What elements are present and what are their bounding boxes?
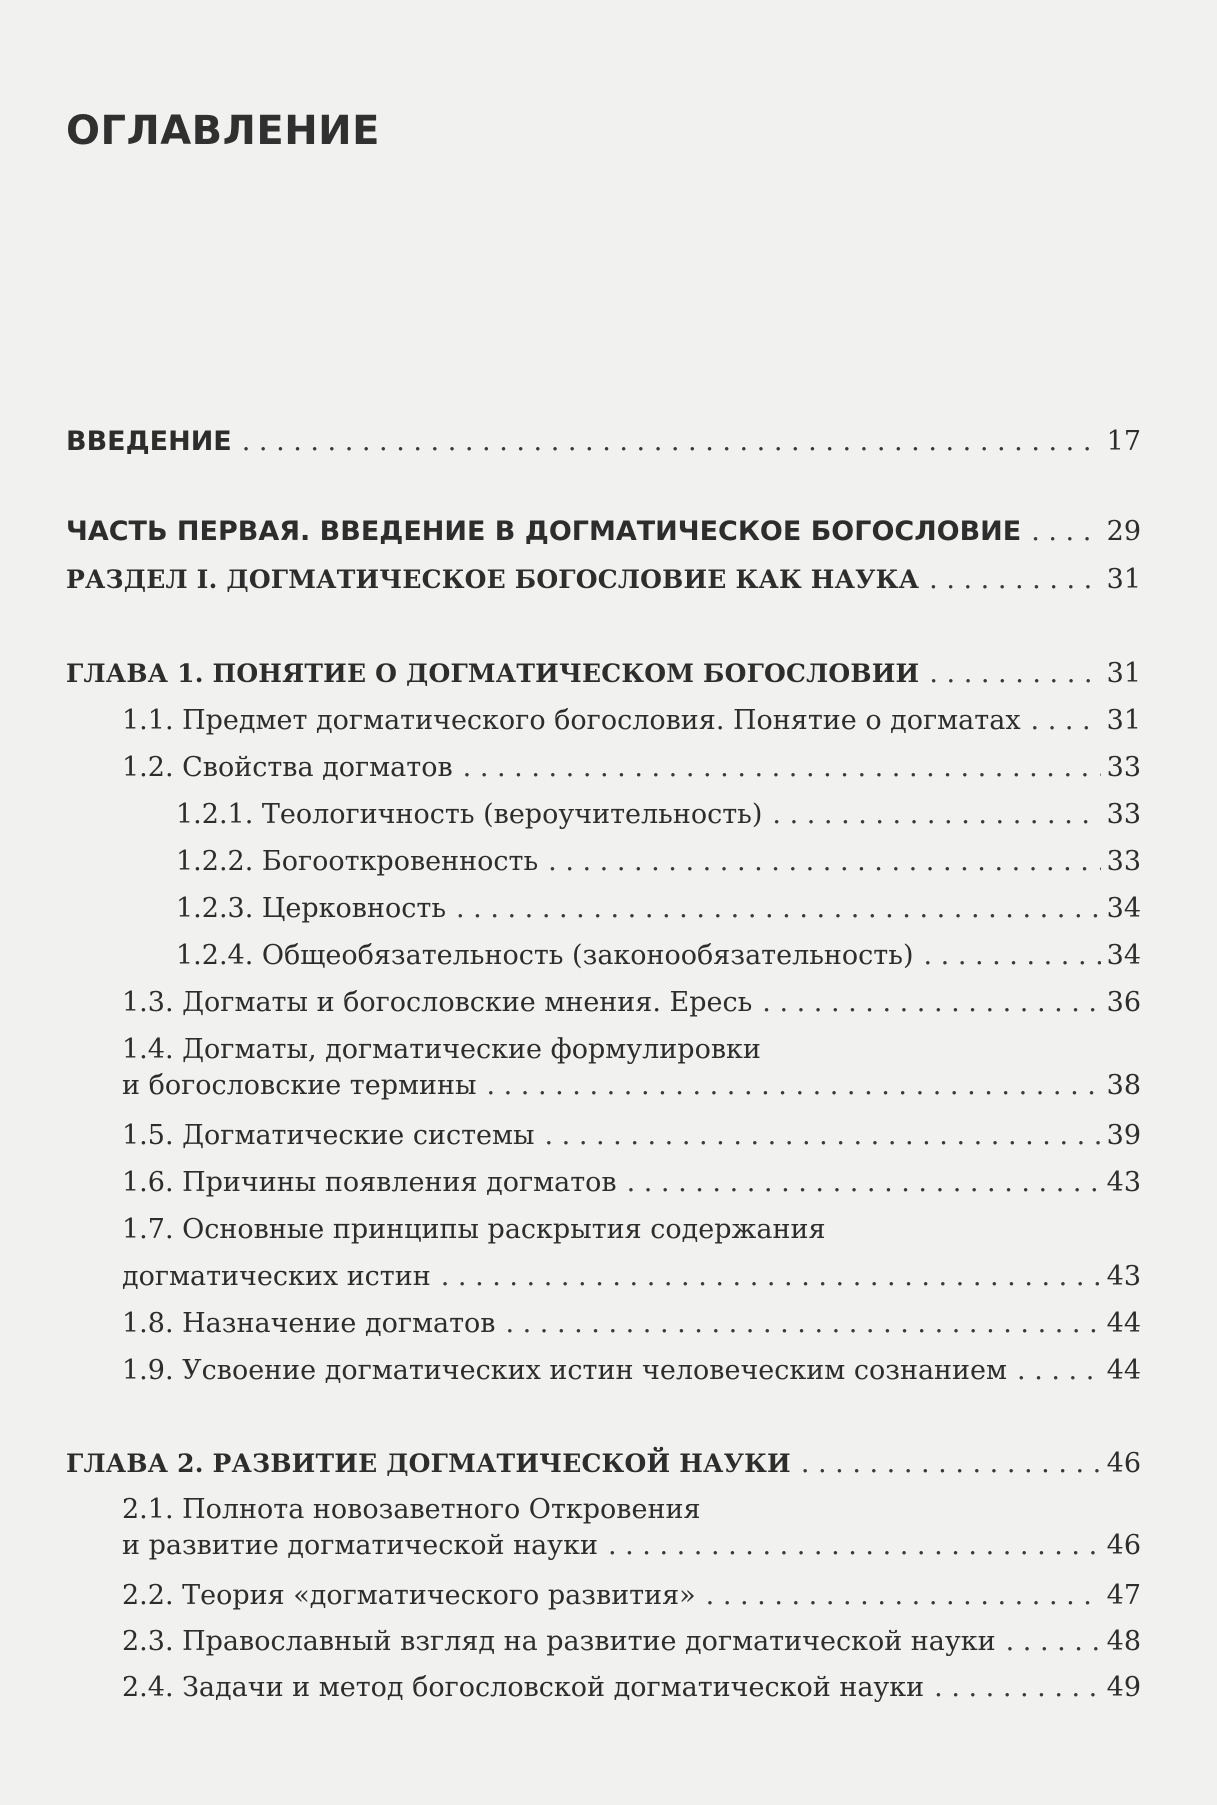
toc-entry-1-8[interactable] — [122, 1306, 1141, 1342]
toc-entry-1-4-line1: 1.4. Догматы, догматические формулировки — [122, 1034, 761, 1065]
toc-entry-page: 44 — [1106, 1355, 1141, 1386]
toc-entry-page: 17 — [1106, 426, 1141, 457]
toc-entry-page: 33 — [1106, 799, 1141, 830]
toc-entry-title: 1.2. Свойства догматов — [122, 752, 453, 783]
toc-entry-page: 33 — [1106, 752, 1141, 783]
toc-entry-page: 34 — [1106, 940, 1141, 971]
leader-dots — [545, 1118, 1101, 1154]
toc-entry-page: 46 — [1106, 1530, 1141, 1561]
toc-entry-1-4[interactable] — [122, 1068, 1141, 1104]
toc-entry-1-9[interactable] — [122, 1353, 1141, 1389]
toc-entry-intro[interactable] — [66, 424, 1141, 460]
toc-entry-page: 38 — [1106, 1070, 1141, 1101]
toc-entry-2-1[interactable] — [122, 1528, 1141, 1564]
toc-entry-page: 39 — [1106, 1120, 1141, 1151]
leader-dots — [505, 1306, 1100, 1342]
toc-entry-page: 31 — [1106, 564, 1141, 595]
toc-entry-page: 46 — [1106, 1448, 1141, 1479]
toc-entry-page: 47 — [1106, 1580, 1141, 1611]
toc-entry-title: РАЗДЕЛ I. ДОГМАТИЧЕСКОЕ БОГОСЛОВИЕ КАК НАУКА — [66, 565, 920, 594]
toc-entry-page: 43 — [1106, 1167, 1141, 1198]
toc-entry-page: 49 — [1106, 1672, 1141, 1703]
toc-entry-page: 48 — [1106, 1626, 1141, 1657]
toc-entry-1-1[interactable] — [122, 703, 1141, 739]
toc-entry-page: 34 — [1106, 893, 1141, 924]
toc-entry-part1[interactable] — [66, 514, 1141, 550]
toc-entry-1-3[interactable] — [122, 985, 1141, 1021]
leader-dots — [627, 1165, 1101, 1201]
toc-entry-page: 29 — [1106, 516, 1141, 547]
toc-entry-1-5[interactable] — [122, 1118, 1141, 1154]
leader-dots — [801, 1446, 1101, 1482]
toc-entry-title: ГЛАВА 1. ПОНЯТИЕ О ДОГМАТИЧЕСКОМ БОГОСЛОВИИ — [66, 659, 920, 688]
toc-entry-title: ГЛАВА 2. РАЗВИТИЕ ДОГМАТИЧЕСКОЙ НАУКИ — [66, 1449, 791, 1478]
toc-entry-2-4[interactable] — [122, 1670, 1141, 1706]
toc-entry-1-2-1[interactable] — [176, 797, 1141, 833]
page-title: ОГЛАВЛЕНИЕ — [66, 108, 380, 154]
toc-entry-1-7[interactable] — [122, 1259, 1141, 1295]
toc-entry-page: 43 — [1106, 1261, 1141, 1292]
leader-dots — [548, 844, 1100, 880]
toc-entry-title: 1.3. Догматы и богословские мнения. Ересь — [122, 987, 753, 1018]
leader-dots — [456, 891, 1101, 927]
leader-dots — [608, 1528, 1101, 1564]
leader-dots — [762, 985, 1100, 1021]
toc-entry-title: 2.4. Задачи и метод богословской догматической науки — [122, 1672, 925, 1703]
leader-dots — [772, 797, 1100, 833]
leader-dots — [1006, 1624, 1101, 1660]
leader-dots — [1031, 514, 1100, 550]
toc-entry-2-2[interactable] — [122, 1578, 1141, 1614]
toc-entry-page: 31 — [1106, 705, 1141, 736]
toc-entry-title: 1.2.2. Богооткровенность — [176, 846, 539, 877]
leader-dots — [441, 1259, 1101, 1295]
leader-dots — [463, 750, 1101, 786]
toc-entry-title: 1.1. Предмет догматического богословия. Понятие о догматах — [122, 705, 1021, 736]
toc-entry-title: 1.6. Причины появления догматов — [122, 1167, 617, 1198]
toc-entry-page: 36 — [1106, 987, 1141, 1018]
toc-entry-title: 1.8. Назначение догматов — [122, 1308, 496, 1339]
leader-dots — [929, 562, 1100, 598]
toc-entry-1-2-4[interactable] — [176, 938, 1141, 974]
toc-entry-page: 44 — [1106, 1308, 1141, 1339]
toc-entry-ch1[interactable] — [66, 656, 1141, 692]
leader-dots — [486, 1068, 1100, 1104]
toc-entry-1-2-2[interactable] — [176, 844, 1141, 880]
leader-dots — [929, 656, 1100, 692]
toc-entry-title: 1.5. Догматические системы — [122, 1120, 535, 1151]
leader-dots — [1017, 1353, 1101, 1389]
toc-entry-title: 1.2.4. Общеобязательность (законообязательность) — [176, 940, 914, 971]
toc-entry-2-1-line1: 2.1. Полнота новозаветного Откровения — [122, 1494, 701, 1525]
toc-entry-1-2[interactable] — [122, 750, 1141, 786]
leader-dots — [242, 424, 1101, 460]
leader-dots — [1031, 703, 1101, 739]
toc-entry-page: 31 — [1106, 658, 1141, 689]
toc-entry-title: 1.9. Усвоение догматических истин человеческим сознанием — [122, 1355, 1008, 1386]
toc-entry-section1[interactable] — [66, 562, 1141, 598]
leader-dots — [706, 1578, 1101, 1614]
toc-entry-title: и развитие догматической науки — [122, 1530, 598, 1561]
toc-entry-2-3[interactable] — [122, 1624, 1141, 1660]
toc-entry-title: и богословские термины — [122, 1070, 477, 1101]
toc-entry-1-6[interactable] — [122, 1165, 1141, 1201]
toc-entry-title: 1.2.1. Теологичность (вероучительность) — [176, 799, 763, 830]
toc-entry-title: 2.3. Православный взгляд на развитие догматической науки — [122, 1626, 996, 1657]
toc-entry-1-2-3[interactable] — [176, 891, 1141, 927]
toc-entry-ch2[interactable] — [66, 1446, 1141, 1482]
toc-entry-1-7-line1: 1.7. Основные принципы раскрытия содержания — [122, 1214, 826, 1245]
toc-entry-title: ЧАСТЬ ПЕРВАЯ. ВВЕДЕНИЕ В ДОГМАТИЧЕСКОЕ БОГОСЛОВИЕ — [66, 516, 1022, 547]
toc-entry-title: 2.2. Теория «догматического развития» — [122, 1580, 696, 1611]
leader-dots — [923, 938, 1100, 974]
toc-entry-title: 1.2.3. Церковность — [176, 893, 447, 924]
toc-entry-title: ВВЕДЕНИЕ — [66, 426, 232, 457]
toc-entry-title: догматических истин — [122, 1261, 431, 1292]
toc-entry-page: 33 — [1106, 846, 1141, 877]
leader-dots — [934, 1670, 1100, 1706]
